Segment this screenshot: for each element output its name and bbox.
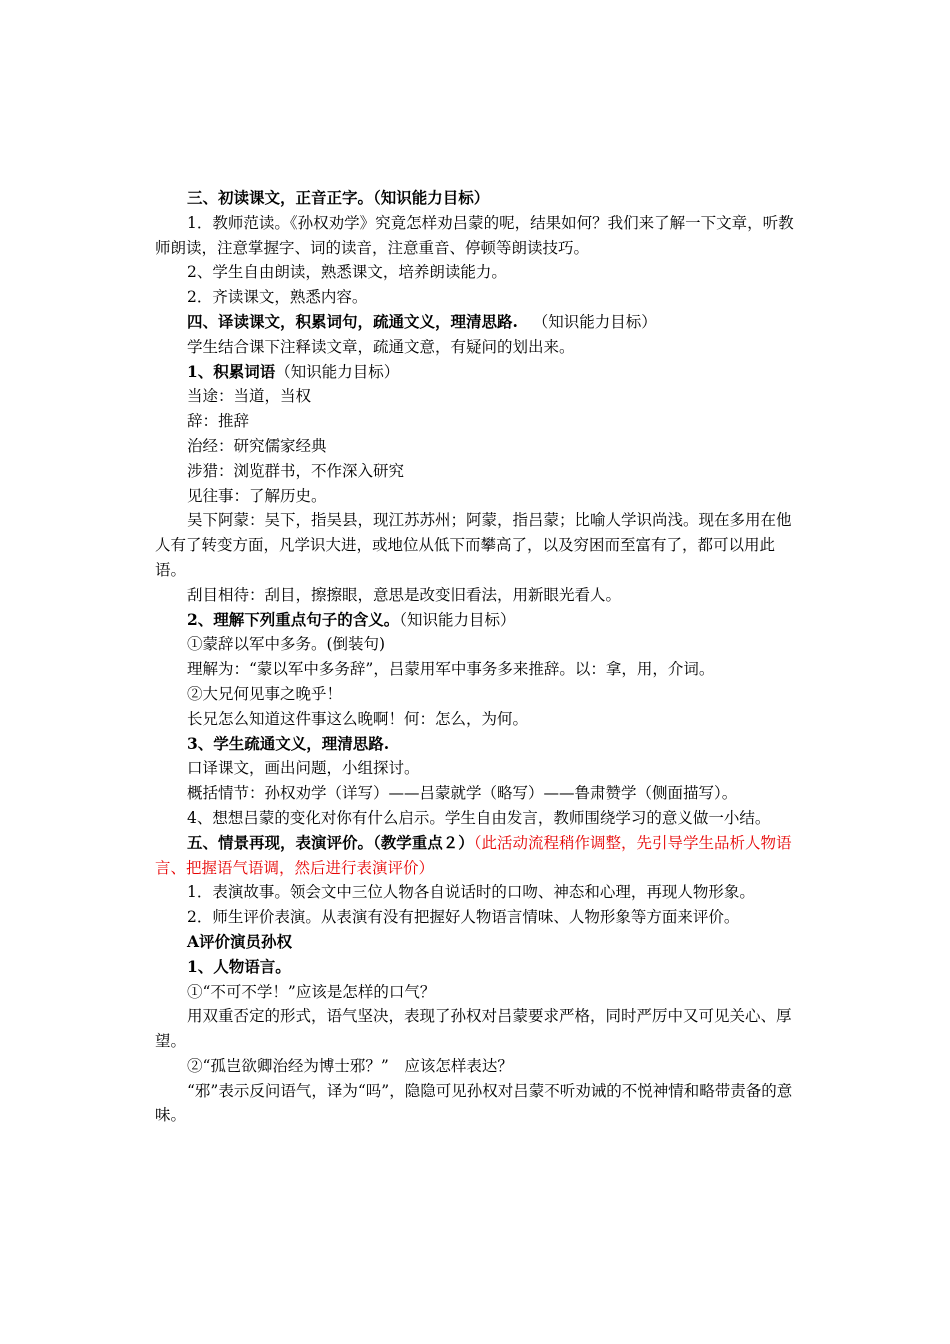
section-4-heading xyxy=(155,310,795,335)
subheading-sentences xyxy=(155,608,795,633)
subheading-vocab xyxy=(155,360,795,385)
subheading-title: 2、理解下列重点句子的含义。 xyxy=(187,609,400,629)
section-3-heading: 三、初读课文，正音正字。（知识能力目标） xyxy=(187,188,490,207)
subheading-actor: A评价演员孙权 xyxy=(187,931,293,951)
section-4-title: 四、译读课文，积累词句，疏通文义，理清思路. xyxy=(187,311,518,331)
question: ①“不可不学！”应该是怎样的口气？ xyxy=(187,982,436,1001)
paragraph: 学生结合课下注释读文章，疏通文意，有疑问的划出来。 xyxy=(187,337,575,356)
subheading-title: 1、积累词语 xyxy=(187,361,276,381)
question: ②“孤岂欲卿治经为博士邪？” 应该怎样表达？ xyxy=(187,1056,513,1075)
paragraph: 1．教师范读。《孙权劝学》究竟怎样劝吕蒙的呢，结果如何？我们来了解一下文章，听教师朗读，注意掌握字、词的读音，注意重音、停顿等朗读技巧。 xyxy=(155,213,794,257)
paragraph: 2、学生自由朗读，熟悉课文，培养朗读能力。 xyxy=(187,263,507,282)
vocab-item: 当途：当道，当权 xyxy=(187,387,312,406)
subheading-language: 1、人物语言。 xyxy=(187,956,291,976)
sentence-item: ②大兄何见事之晚乎！ xyxy=(187,684,343,703)
section-5-title: 五、情景再现，表演评价。（教学重点２） xyxy=(187,832,474,852)
vocab-item: 涉猎：浏览群书，不作深入研究 xyxy=(187,461,405,480)
answer: 用双重否定的形式，语气坚决，表现了孙权对吕蒙要求严格，同时严厉中又可见关心、厚望。 xyxy=(155,1007,792,1051)
sentence-item: 理解为：“蒙以军中多务辞”，吕蒙用军中事务多来推辞。以：拿，用，介词。 xyxy=(187,660,715,679)
vocab-item: 见往事：了解历史。 xyxy=(187,486,327,505)
section-5-red-note: （此活动流程稍作调整，先引导学生品析人物语言、把握语气语调，然后进行表演评价） xyxy=(155,833,792,877)
paragraph: 概括情节：孙权劝学（详写）——吕蒙就学（略写）——鲁肃赞学（侧面描写）。 xyxy=(187,784,738,803)
section-5-heading xyxy=(155,831,795,881)
vocab-item: 刮目相待：刮目，擦擦眼，意思是改变旧看法，用新眼光看人。 xyxy=(187,585,622,604)
paragraph: 2．齐读课文，熟悉内容。 xyxy=(187,288,368,307)
section-4-note: （知识能力目标） xyxy=(532,312,657,331)
paragraph: 4、想想吕蒙的变化对你有什么启示。学生自由发言，教师围绕学习的意义做一小结。 xyxy=(187,808,771,827)
paragraph: 1．表演故事。领会文中三位人物各自说话时的口吻、神态和心理，再现人物形象。 xyxy=(187,883,755,902)
sentence-item: ①蒙辞以军中多务。(倒装句) xyxy=(187,635,386,654)
document-page xyxy=(155,186,795,1128)
sentence-item: 长兄怎么知道这件事这么晚啊！何：怎么，为何。 xyxy=(187,709,529,728)
subheading-note: （知识能力目标） xyxy=(399,610,516,629)
subheading-structure: 3、学生疏通文义，理清思路. xyxy=(187,733,390,753)
vocab-item: 治经：研究儒家经典 xyxy=(187,436,327,455)
subheading-note: （知识能力目标） xyxy=(275,362,400,381)
answer: “邪”表示反问语气，译为“吗”，隐隐可见孙权对吕蒙不听劝诫的不悦神情和略带责备的意味。 xyxy=(155,1081,793,1125)
paragraph: 口译课文，画出问题，小组探讨。 xyxy=(187,759,420,778)
vocab-item: 辞：推辞 xyxy=(187,412,250,431)
vocab-item: 吴下阿蒙：吴下，指吴县，现江苏苏州；阿蒙，指吕蒙；比喻人学识尚浅。现在多用在他人有了转变方面，凡学识大进，或地位从低下而攀高了，以及穷困而至富有了，都可以用此语。 xyxy=(155,511,792,579)
paragraph: 2．师生评价表演。从表演有没有把握好人物语言情味、人物形象等方面来评价。 xyxy=(187,908,740,927)
